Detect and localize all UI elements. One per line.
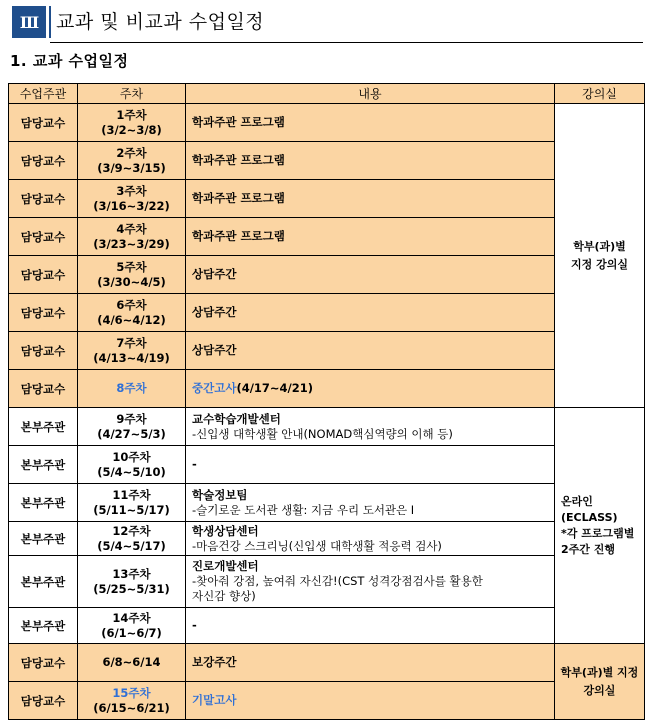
room-cell-department: 학부(과)별 지정 강의실 (555, 104, 645, 408)
content-cell: 진로개발센터 -찾아줘 강점, 높여줘 자신감!(CST 성격강점검사를 활용한 자신감 향상) (186, 556, 555, 608)
table-row (9, 408, 645, 446)
host-cell: 담당교수 (9, 332, 78, 370)
table-row (9, 180, 645, 218)
content-cell: 상담주간 (186, 332, 555, 370)
week-cell: 15주차 (6/15~6/21) (78, 682, 186, 720)
content-cell (186, 370, 555, 408)
table-row (9, 256, 645, 294)
host-cell: 담당교수 (9, 370, 78, 408)
table-header-row (9, 84, 645, 104)
week-cell: 2주차 (3/9~3/15) (78, 142, 186, 180)
week-cell: 12주차 (5/4~5/17) (78, 522, 186, 556)
host-cell: 담당교수 (9, 644, 78, 682)
week-cell: 8주차 (78, 370, 186, 408)
table-row (9, 608, 645, 644)
content-cell: 학과주관 프로그램 (186, 142, 555, 180)
content-cell: 보강주간 (186, 644, 555, 682)
content-cell: 기말고사 (186, 682, 555, 720)
host-cell: 담당교수 (9, 682, 78, 720)
week-cell: 14주차 (6/1~6/7) (78, 608, 186, 644)
table-row (9, 446, 645, 484)
table-row (9, 644, 645, 682)
host-cell: 본부주관 (9, 522, 78, 556)
host-cell: 본부주관 (9, 408, 78, 446)
week-cell: 1주차 (3/2~3/8) (78, 104, 186, 142)
content-cell: 학과주관 프로그램 (186, 218, 555, 256)
table-row (9, 218, 645, 256)
table-row (9, 294, 645, 332)
host-cell: 본부주관 (9, 556, 78, 608)
host-cell: 담당교수 (9, 218, 78, 256)
table-row (9, 104, 645, 142)
midterm-dates: (4/17~4/21) (236, 381, 313, 395)
table-row (9, 142, 645, 180)
week-cell: 9주차 (4/27~5/3) (78, 408, 186, 446)
table-row (9, 332, 645, 370)
host-cell: 담당교수 (9, 180, 78, 218)
room-cell-department-final: 학부(과)별 지정 강의실 (555, 644, 645, 720)
content-cell: 교수학습개발센터 -신입생 대학생활 안내(NOMAD핵심역량의 이해 등) (186, 408, 555, 446)
section-title: 교과 및 비교과 수업일정 (56, 11, 265, 33)
week-cell: 6/8~6/14 (78, 644, 186, 682)
schedule-table (8, 83, 645, 720)
header-underline (50, 42, 643, 43)
week-cell: 13주차 (5/25~5/31) (78, 556, 186, 608)
column-header-week: 주차 (78, 84, 186, 104)
host-cell: 본부주관 (9, 446, 78, 484)
column-header-host: 수업주관 (9, 84, 78, 104)
midterm-label: 중간고사 (192, 381, 237, 395)
content-cell: 상담주간 (186, 256, 555, 294)
section-header (8, 4, 643, 40)
content-cell: 학생상담센터 -마음건강 스크리닝(신입생 대학생활 적응력 검사) (186, 522, 555, 556)
host-cell: 담당교수 (9, 294, 78, 332)
content-cell: - (186, 446, 555, 484)
column-header-content: 내용 (186, 84, 555, 104)
content-cell: 학과주관 프로그램 (186, 180, 555, 218)
content-cell: 학술정보팀 -슬기로운 도서관 생활: 지금 우리 도서관은 I (186, 484, 555, 522)
week-cell: 4주차 (3/23~3/29) (78, 218, 186, 256)
week-cell: 6주차 (4/6~4/12) (78, 294, 186, 332)
week-cell: 10주차 (5/4~5/10) (78, 446, 186, 484)
column-header-room: 강의실 (555, 84, 645, 104)
section-number-badge: Ⅲ (12, 6, 46, 38)
host-cell: 본부주관 (9, 608, 78, 644)
table-row (9, 370, 645, 408)
content-cell: - (186, 608, 555, 644)
content-cell: 상담주간 (186, 294, 555, 332)
host-cell: 담당교수 (9, 142, 78, 180)
subsection-title: 1. 교과 수업일정 (10, 52, 129, 70)
header-accent-bar (49, 6, 51, 38)
week-cell: 5주차 (3/30~4/5) (78, 256, 186, 294)
room-cell-online: 온라인 (ECLASS) *각 프로그램별 2주간 진행 (555, 408, 645, 644)
table-row (9, 522, 645, 556)
week-cell: 7주차 (4/13~4/19) (78, 332, 186, 370)
table-row (9, 682, 645, 720)
table-row (9, 556, 645, 608)
week-cell: 3주차 (3/16~3/22) (78, 180, 186, 218)
host-cell: 담당교수 (9, 256, 78, 294)
host-cell: 담당교수 (9, 104, 78, 142)
content-cell: 학과주관 프로그램 (186, 104, 555, 142)
week-cell: 11주차 (5/11~5/17) (78, 484, 186, 522)
table-row (9, 484, 645, 522)
host-cell: 본부주관 (9, 484, 78, 522)
